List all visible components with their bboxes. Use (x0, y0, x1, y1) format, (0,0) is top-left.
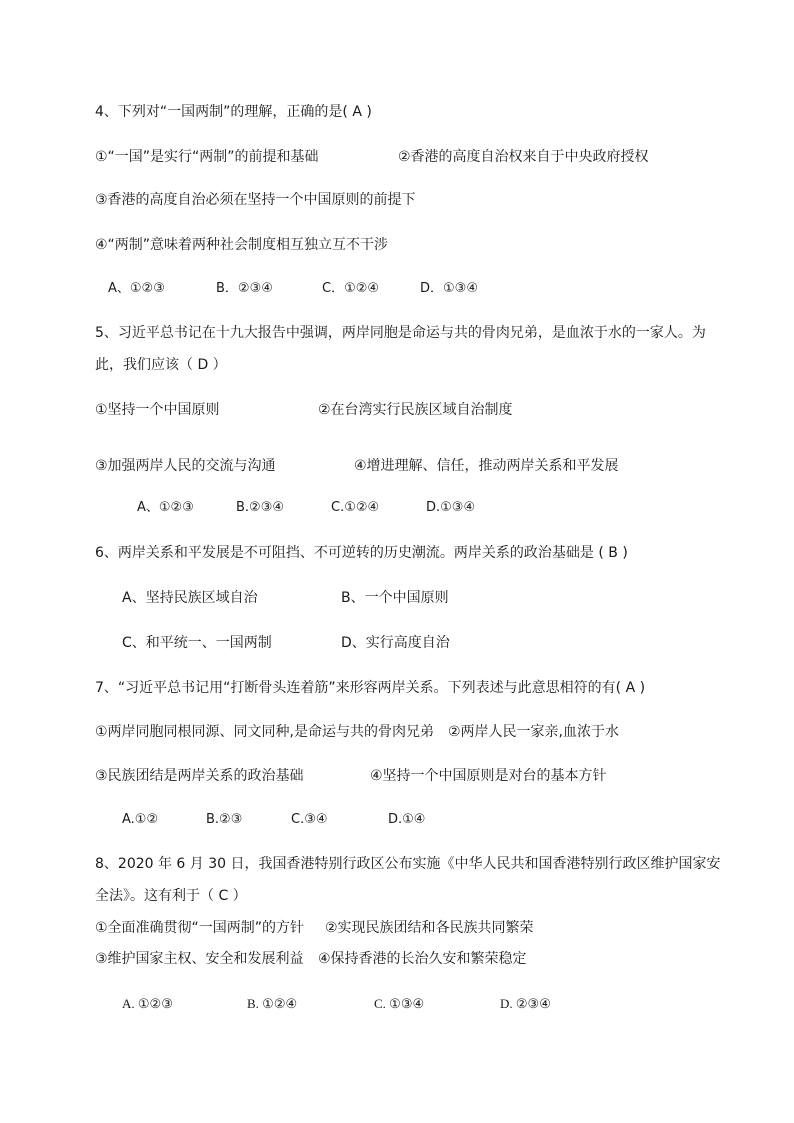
q4-option-c: C．①②④ (322, 281, 380, 296)
q5-option-b: B.②③④ (236, 500, 285, 515)
q6-option-a: A、坚持民族区域自治 (122, 590, 258, 606)
q6-option-b: B、一个中国原则 (341, 590, 449, 606)
q8-option-d: D. ②③④ (500, 996, 551, 1011)
q7-option-b: B.②③ (206, 812, 243, 827)
q7-statement-3: ③民族团结是两岸关系的政治基础 (95, 768, 304, 784)
q8-statement-4: ④保持香港的长治久安和繁荣稳定 (318, 951, 527, 967)
q8-option-a: A. ①②③ (122, 996, 173, 1011)
q5-statement-4: ④增进理解、信任，推动两岸关系和平发展 (354, 458, 619, 474)
q5-statement-2: ②在台湾实行民族区域自治制度 (318, 402, 513, 418)
q7-statement-1: ①两岸同胞同根同源、同文同种,是命运与共的骨肉兄弟 (95, 724, 434, 740)
q8-option-b: B. ①②④ (247, 996, 298, 1011)
q5-statement-3: ③加强两岸人民的交流与沟通 (95, 458, 276, 474)
q7-option-c: C.③④ (291, 812, 328, 827)
q4-option-b: B．②③④ (216, 281, 273, 296)
q7-stem: 7、“习近平总书记用“打断骨头连着筋”来形容两岸关系。下列表述与此意思相符的有( A ) (95, 680, 646, 696)
q5-stem-line-2: 此，我们应该（ D ） (95, 357, 227, 373)
q5-option-d: D.①③④ (426, 500, 476, 515)
q4-statement-1: ①“一国”是实行“两制”的前提和基础 (95, 149, 319, 165)
q8-statement-1: ①全面准确贯彻“一国两制”的方针 (95, 920, 305, 936)
q4-stem: 4、下列对“一国两制”的理解，正确的是( A ) (95, 104, 372, 120)
q5-statement-1: ①坚持一个中国原则 (95, 402, 220, 418)
q4-option-d: D．①③④ (420, 281, 478, 296)
q7-statement-4: ④坚持一个中国原则是对台的基本方针 (370, 768, 607, 784)
q5-option-a: A、①②③ (137, 500, 194, 515)
q4-statement-4: ④“两制”意味着两种社会制度相互独立互不干涉 (95, 237, 389, 253)
q6-option-c: C、和平统一、一国两制 (122, 635, 272, 651)
q8-statement-3: ③维护国家主权、安全和发展利益 (95, 951, 304, 967)
q8-option-c: C. ①③④ (374, 996, 425, 1011)
q4-statement-2: ②香港的高度自治权来自于中央政府授权 (398, 149, 649, 165)
q4-statement-3: ③香港的高度自治必须在坚持一个中国原则的前提下 (95, 192, 416, 208)
q5-option-c: C.①②④ (331, 500, 380, 515)
q7-option-a: A.①② (122, 812, 159, 827)
q6-option-d: D、实行高度自治 (341, 635, 450, 651)
q7-statement-2: ②两岸人民一家亲,血浓于水 (448, 724, 620, 740)
q7-option-d: D.①④ (388, 812, 426, 827)
q8-stem-line-2: 全法》。这有利于（ C ） (95, 888, 247, 904)
q6-stem: 6、两岸关系和平发展是不可阻挡、不可逆转的历史潮流。两岸关系的政治基础是 ( B ) (95, 545, 628, 561)
q5-stem-line-1: 5、习近平总书记在十九大报告中强调，两岸同胞是命运与共的骨肉兄弟，是血浓于水的一家人。为 (95, 325, 706, 341)
q8-statement-2: ②实现民族团结和各民族共同繁荣 (325, 920, 534, 936)
q4-option-a: A、①②③ (108, 281, 165, 296)
q8-stem-line-1: 8、2020 年 6 月 30 日，我国香港特别行政区公布实施《中华人民共和国香港特别行政区维护国家安 (95, 856, 721, 872)
